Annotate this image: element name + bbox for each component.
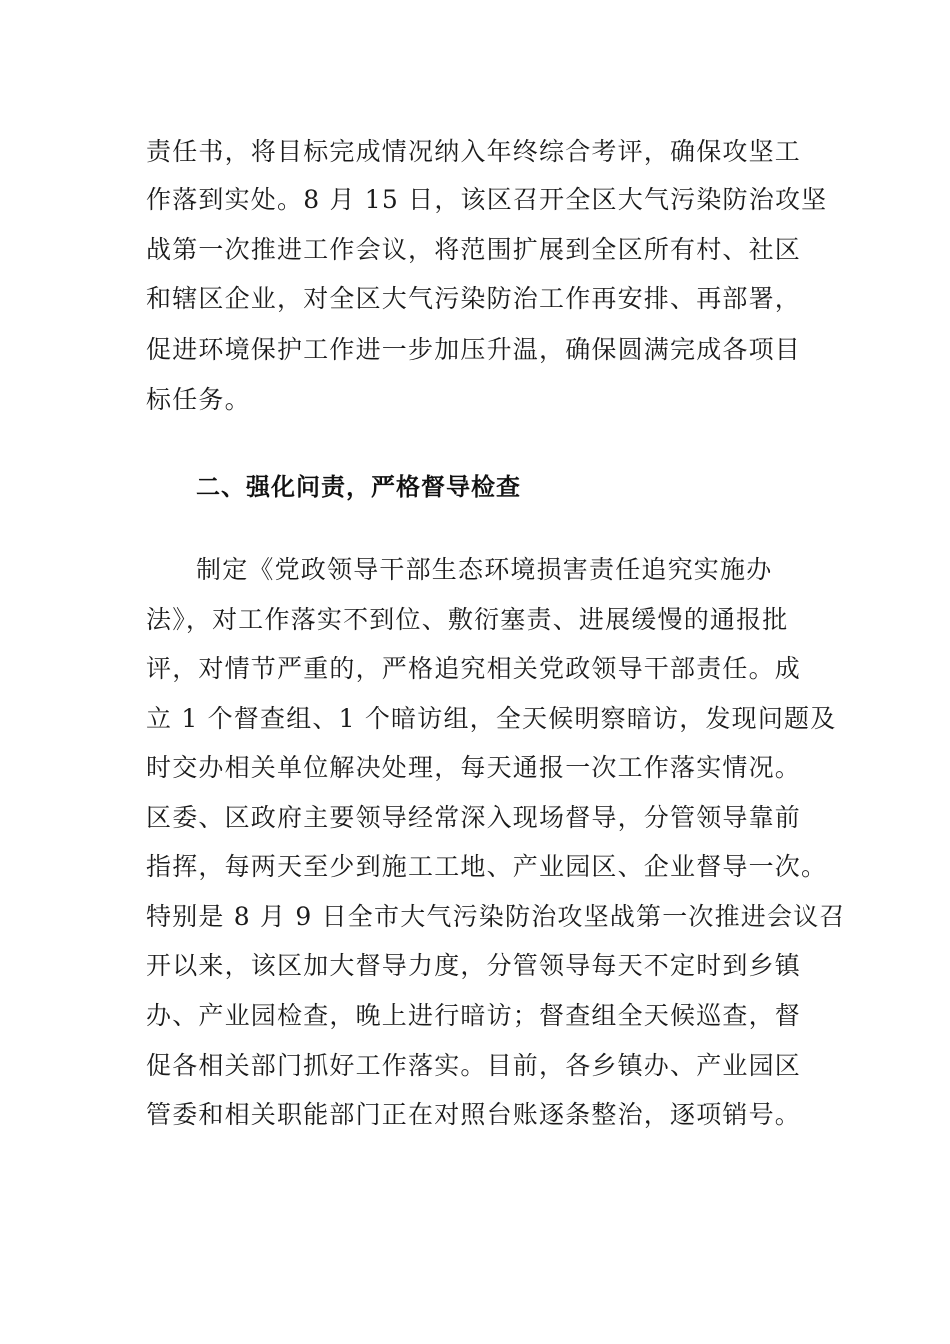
- paragraph2-line-4: 立 1 个督查组、1 个暗访组，全天候明察暗访，发现问题及: [146, 704, 837, 733]
- paragraph1-line-2: 作落到实处。8 月 15 日，该区召开全区大气污染防治攻坚: [146, 185, 828, 214]
- paragraph2-line-12: 管委和相关职能部门正在对照台账逐条整治，逐项销号。: [146, 1100, 802, 1129]
- paragraph1-line-5: 促进环境保护工作进一步加压升温，确保圆满完成各项目: [146, 335, 802, 364]
- paragraph1-line-6: 标任务。: [146, 385, 251, 414]
- paragraph2-line-8: 特别是 8 月 9 日全市大气污染防治攻坚战第一次推进会议召: [146, 902, 846, 931]
- paragraph2-line-3: 评，对情节严重的，严格追究相关党政领导干部责任。成: [146, 654, 802, 683]
- paragraph2-line-1: 制定《党政领导干部生态环境损害责任追究实施办: [196, 555, 773, 584]
- paragraph2-line-11: 促各相关部门抓好工作落实。目前，各乡镇办、产业园区: [146, 1051, 802, 1080]
- paragraph2-line-10: 办、产业园检查，晚上进行暗访；督查组全天候巡查，督: [146, 1001, 802, 1030]
- paragraph1-line-1: 责任书，将目标完成情况纳入年终综合考评，确保攻坚工: [146, 137, 802, 166]
- section-heading: 二、强化问责，严格督导检查: [196, 473, 521, 501]
- paragraph2-line-9: 开以来，该区加大督导力度，分管领导每天不定时到乡镇: [146, 951, 802, 980]
- paragraph2-line-2: 法》，对工作落实不到位、敷衍塞责、进展缓慢的通报批: [146, 605, 789, 634]
- paragraph2-line-7: 指挥，每两天至少到施工工地、产业园区、企业督导一次。: [146, 852, 828, 881]
- paragraph2-line-5: 时交办相关单位解决处理，每天通报一次工作落实情况。: [146, 753, 802, 782]
- paragraph1-line-3: 战第一次推进工作会议，将范围扩展到全区所有村、社区: [146, 235, 802, 264]
- paragraph1-line-4: 和辖区企业，对全区大气污染防治工作再安排、再部署，: [146, 284, 802, 313]
- paragraph2-line-6: 区委、区政府主要领导经常深入现场督导，分管领导靠前: [146, 803, 802, 832]
